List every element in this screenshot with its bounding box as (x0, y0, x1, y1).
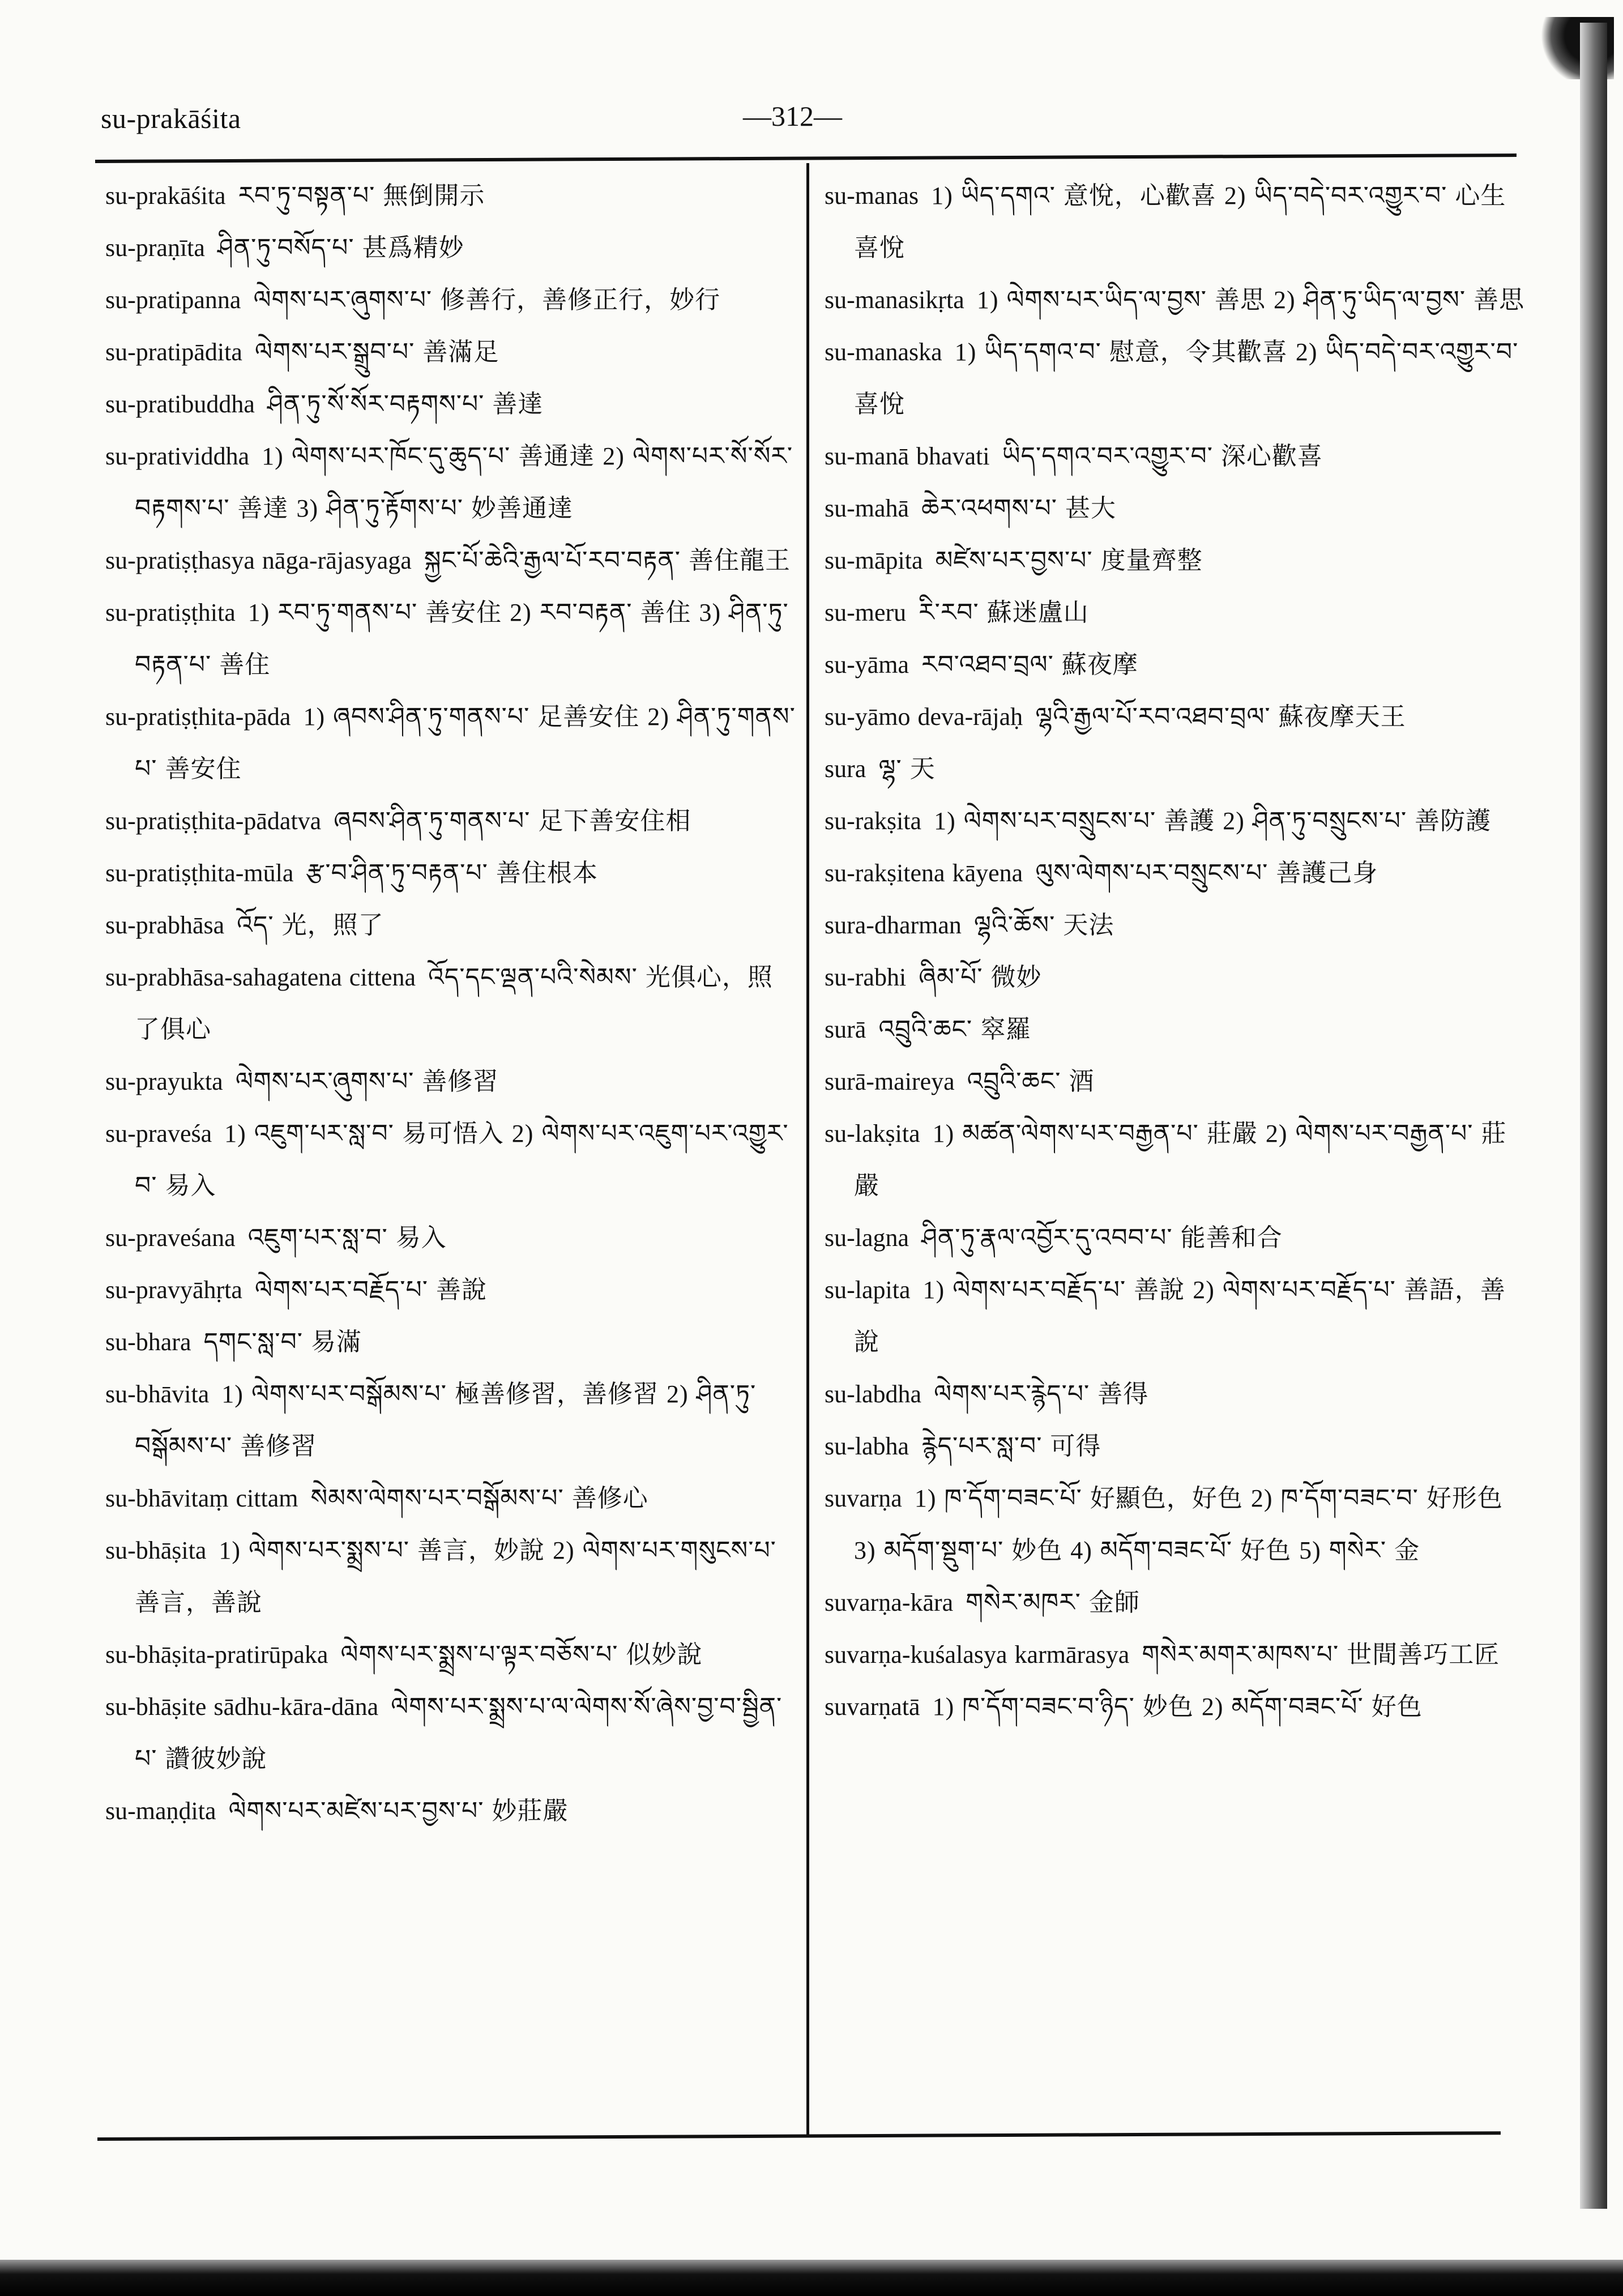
dictionary-entry (105, 326, 796, 378)
entry-term: su-rabhi (825, 963, 907, 991)
dictionary-entry (105, 1108, 796, 1212)
dictionary-entry (825, 1004, 1527, 1056)
entry-gloss: ལེགས་པར་བརྗོད་པ་ 善說 (254, 1276, 487, 1304)
dictionary-entry (825, 170, 1527, 274)
entry-gloss: འཇུག་པར་སླ་བ་ 易入 (247, 1224, 447, 1252)
entry-term: su-prayukta (105, 1068, 223, 1095)
dictionary-entry (825, 535, 1527, 587)
entry-gloss: ལེགས་པར་རྙེད་པ་ 善得 (934, 1380, 1149, 1408)
entry-term: su-bhara (105, 1328, 191, 1356)
entry-gloss: ཤིན་ཏུ་རྣལ་འབྱོར་དུ་འབབ་པ་ 能善和合 (921, 1224, 1283, 1252)
entry-gloss: རྩ་བ་ཤིན་ཏུ་བརྟན་པ་ 善住根本 (306, 859, 598, 887)
dictionary-entry (105, 535, 796, 587)
entry-term: su-manā bhavati (825, 442, 990, 470)
dictionary-entry (105, 795, 796, 847)
entry-gloss: 1) མཚན་ལེགས་པར་བརྒྱན་པ་ 莊嚴 2) ལེགས་པར་བརྒྱན་པ་ 莊嚴 (854, 1120, 1507, 1200)
dictionary-entry (825, 847, 1527, 899)
dictionary-entry (105, 1681, 796, 1785)
dictionary-entry (105, 1264, 796, 1316)
entry-term: su-bhāṣita-pratirūpaka (105, 1641, 328, 1668)
entry-gloss: དགང་སླ་བ་ 易滿 (203, 1328, 362, 1356)
dictionary-entry (105, 1473, 796, 1525)
entry-term: suvarṇa-kāra (825, 1589, 954, 1616)
entry-gloss: ལེགས་པར་སྨྲས་པ་ལྟར་བཅོས་པ་ 似妙說 (340, 1641, 703, 1668)
entry-gloss: མཛེས་པར་བྱས་པ་ 度量齊整 (935, 547, 1203, 574)
entry-gloss: ལུས་ལེགས་པར་བསྲུངས་པ་ 善護己身 (1035, 859, 1378, 887)
dictionary-entry (105, 1785, 796, 1837)
entry-gloss: གསེར་མགར་མཁས་པ་ 世間善巧工匠 (1142, 1641, 1500, 1668)
entry-gloss: ཞིམ་པོ་ 微妙 (919, 963, 1042, 991)
entry-gloss: སྐྱང་པོ་ཆེའི་རྒྱལ་པོ་རབ་བརྟན་ 善住龍王 (424, 547, 791, 574)
entry-gloss: 1) ཡིད་དགའ་ 意悅，心歡喜 2) ཡིད་བདེ་བར་འགྱུར་བ་ 心生喜悅 (854, 182, 1506, 262)
entry-gloss: ཆེར་འཕགས་པ་ 甚大 (921, 494, 1117, 522)
entry-term: su-pratiṣṭhita (105, 599, 236, 626)
entry-gloss: 1) འཇུག་པར་སླ་བ་ 易可悟入 2) ལེགས་པར་འཇུག་པར་འགྱུར་བ་ 易入 (135, 1120, 789, 1200)
dictionary-entry (105, 430, 796, 535)
entry-gloss: ལེགས་པར་ཞུགས་པ་ 修善行，善修正行，妙行 (253, 286, 721, 314)
entry-gloss: 1) ལེགས་པར་བརྗོད་པ་ 善說 2) ལེགས་པར་བརྗོད་པ་ 善語，善說 (854, 1276, 1506, 1356)
entry-term: su-praveśana (105, 1224, 236, 1252)
dictionary-entry (105, 587, 796, 691)
dictionary-entry (105, 691, 796, 795)
entry-term: su-lagna (825, 1224, 909, 1252)
entry-term: su-pratibuddha (105, 390, 255, 418)
entry-term: suvarṇa (825, 1484, 902, 1512)
entry-term: su-yāma (825, 651, 909, 678)
entry-gloss: ལྷ་ 天 (878, 755, 936, 783)
entry-gloss: ལེགས་པར་སྨྲས་པ་ལ་ལེགས་སོ་ཞེས་བྱ་བ་སྦྱིན་པ་ 讚彼妙說 (135, 1693, 783, 1773)
entry-gloss: 1) རབ་ཏུ་གནས་པ་ 善安住 2) རབ་བརྟན་ 善住 3) ཤིན་ཏུ་བརྟན་པ་ 善住 (135, 599, 789, 678)
entry-term: sura-dharman (825, 911, 962, 939)
entry-gloss: འོད་དང་ལྡན་པའི་སེམས་ 光俱心，照了俱心 (135, 963, 773, 1043)
dictionary-entry (825, 691, 1527, 743)
entry-gloss: འབྲུའི་ཆང་ 窣羅 (878, 1015, 1032, 1043)
entry-term: su-māpita (825, 547, 923, 574)
entry-gloss: 1) ལེགས་པར་ཡིད་ལ་བྱས་ 善思 2) ཤིན་ཏུ་ཡིད་ལ་བྱས་ 善思 (976, 286, 1525, 314)
dictionary-entry (105, 899, 796, 951)
dictionary-entry (825, 326, 1527, 430)
dictionary-entry (825, 1212, 1527, 1264)
entry-gloss: གསེར་མཁར་ 金師 (966, 1589, 1140, 1616)
entry-gloss: ཤིན་ཏུ་བསོད་པ་ 甚爲精妙 (217, 234, 464, 262)
dictionary-entry (105, 1525, 796, 1629)
entry-term: su-labha (825, 1432, 909, 1460)
entry-term: su-manas (825, 182, 919, 210)
entry-term: su-lapita (825, 1276, 911, 1304)
dictionary-entry (825, 1108, 1527, 1212)
entry-term: su-pratiṣṭhasya nāga-rājasyaga (105, 547, 412, 574)
dictionary-entry (825, 1264, 1527, 1368)
entry-gloss: ལྷའི་རྒྱལ་པོ་རབ་འཐབ་བྲལ་ 蘇夜摩天王 (1035, 703, 1406, 731)
entry-term: su-maṇḍita (105, 1797, 216, 1825)
entry-gloss: 1) ལེགས་པར་བསྒོམས་པ་ 極善修習，善修習 2) ཤིན་ཏུ་བསྒོམས་པ་ 善修習 (135, 1380, 757, 1460)
entry-term: su-manasikṛta (825, 286, 964, 314)
dictionary-entry (825, 483, 1527, 535)
dictionary-entry (105, 274, 796, 326)
dictionary-entry (825, 795, 1527, 847)
dictionary-entry (105, 1368, 796, 1473)
entry-term: su-bhāṣite sādhu-kāra-dāna (105, 1693, 379, 1721)
entry-gloss: འོད་ 光，照了 (237, 911, 384, 939)
entry-gloss: 1) ལེགས་པར་ཁོང་དུ་ཆུད་པ་ 善通達 2) ལེགས་པར་སོ་སོར་བརྟགས་པ་ 善達 3) ཤིན་ཏུ་རྟོགས་པ་ 妙善通達 (135, 442, 793, 522)
entry-term: su-pratiṣṭhita-pādatva (105, 807, 322, 835)
entry-gloss: རབ་འཐབ་བྲལ་ 蘇夜摩 (921, 651, 1138, 678)
dictionary-entry (825, 1473, 1527, 1577)
entry-gloss: ཤིན་ཏུ་སོ་སོར་བརྟགས་པ་ 善達 (267, 390, 544, 418)
scan-artifact-bottom-edge (0, 2260, 1623, 2296)
top-rule (95, 153, 1517, 163)
entry-term: sura (825, 755, 866, 783)
dictionary-entry (105, 222, 796, 274)
dictionary-entry (825, 430, 1527, 483)
dictionary-entry (825, 639, 1527, 691)
entry-gloss: ཞབས་ཤིན་ཏུ་གནས་པ་ 足下善安住相 (334, 807, 691, 835)
entry-gloss: འབྲུའི་ཆང་ 酒 (967, 1068, 1095, 1095)
dictionary-entry (105, 1212, 796, 1264)
entry-term: su-prakāśita (105, 182, 226, 210)
entry-term: su-manaska (825, 338, 942, 366)
dictionary-entry (825, 899, 1527, 951)
bottom-rule (97, 2131, 1501, 2141)
entry-term: suvarṇatā (825, 1693, 920, 1721)
dictionary-entry (105, 1056, 796, 1108)
entry-term: su-prabhāsa (105, 911, 225, 939)
entry-term: su-labdha (825, 1380, 922, 1408)
entry-term: su-pravyāhṛta (105, 1276, 242, 1304)
right-column (825, 170, 1527, 1733)
dictionary-entry (105, 1316, 796, 1368)
entry-term: su-bhāvita (105, 1380, 210, 1408)
entry-gloss: 1) ཡིད་དགའ་བ་ 慰意，令其歡喜 2) ཡིད་བདེ་བར་འགྱུར་བ་ 喜悅 (854, 338, 1519, 418)
entry-term: su-pratiṣṭhita-mūla (105, 859, 294, 887)
entry-gloss: ལེགས་པར་སྒྲུབ་པ་ 善滿足 (254, 338, 499, 366)
entry-term: su-pratividdha (105, 442, 250, 470)
dictionary-entry (825, 743, 1527, 795)
column-divider (806, 163, 809, 2135)
entry-gloss: ལེགས་པར་མཛེས་པར་བྱས་པ་ 妙莊嚴 (228, 1797, 569, 1825)
dictionary-entry (825, 1420, 1527, 1473)
dictionary-entry (825, 1056, 1527, 1108)
entry-term: su-pratipanna (105, 286, 241, 314)
running-head: su-prakāśita (101, 103, 241, 134)
entry-gloss: སེམས་ལེགས་པར་བསྒོམས་པ་ 善修心 (310, 1484, 648, 1512)
entry-gloss: 1) ཁ་དོག་བཟང་བ་ཉིད་ 妙色 2) མདོག་བཟང་པོ་ 好色 (932, 1693, 1423, 1721)
dictionary-entry (825, 274, 1527, 326)
entry-gloss: ལེགས་པར་ཞུགས་པ་ 善修習 (235, 1068, 499, 1095)
dictionary-entry (825, 1577, 1527, 1629)
entry-gloss: རབ་ཏུ་བསྟན་པ་ 無倒開示 (238, 182, 485, 210)
dictionary-entry (825, 1681, 1527, 1733)
entry-term: su-pratiṣṭhita-pāda (105, 703, 291, 731)
entry-term: suvarṇa-kuśalasya karmārasya (825, 1641, 1130, 1668)
dictionary-entry (825, 587, 1527, 639)
entry-term: surā-maireya (825, 1068, 955, 1095)
dictionary-entry (105, 1629, 796, 1681)
entry-gloss: 1) ཞབས་ཤིན་ཏུ་གནས་པ་ 足善安住 2) ཤིན་ཏུ་གནས་པ་ 善安住 (135, 703, 796, 783)
entry-term: su-praveśa (105, 1120, 212, 1147)
dictionary-entry (105, 847, 796, 899)
entry-term: su-prabhāsa-sahagatena cittena (105, 963, 416, 991)
entry-term: su-praṇīta (105, 234, 205, 262)
entry-gloss: རི་རབ་ 蘇迷盧山 (919, 599, 1089, 626)
entry-gloss: རྙེད་པར་སླ་བ་ 可得 (921, 1432, 1101, 1460)
entry-gloss: ལྷའི་ཆོས་ 天法 (973, 911, 1114, 939)
entry-term: su-bhāṣita (105, 1537, 207, 1564)
entry-term: su-yāmo deva-rājaḥ (825, 703, 1023, 731)
entry-term: su-meru (825, 599, 907, 626)
dictionary-entry (105, 951, 796, 1056)
entry-term: su-rakṣitena kāyena (825, 859, 1023, 887)
entry-term: surā (825, 1015, 866, 1043)
dictionary-entry (105, 170, 796, 222)
entry-gloss: ཡིད་དགའ་བར་འགྱུར་བ་ 深心歡喜 (1002, 442, 1323, 470)
dictionary-entry (825, 1629, 1527, 1681)
left-column (105, 170, 796, 1837)
entry-term: su-bhāvitaṃ cittam (105, 1484, 298, 1512)
entry-gloss: 1) ལེགས་པར་བསྲུངས་པ་ 善護 2) ཤིན་ཏུ་བསྲུངས་པ་ 善防護 (934, 807, 1492, 835)
entry-term: su-lakṣita (825, 1120, 920, 1147)
entry-term: su-mahā (825, 494, 909, 522)
dictionary-entry (105, 378, 796, 430)
entry-term: su-rakṣita (825, 807, 922, 835)
entry-gloss: 1) ཁ་དོག་བཟང་པོ་ 好顯色，好色 2) ཁ་དོག་བཟང་བ་ 好形色 3) མདོག་སྡུག་པ་ 妙色 4) མདོག་བཟང་པོ་ 好色 5) གསེར་ 金 (854, 1484, 1503, 1564)
dictionary-entry (825, 1368, 1527, 1420)
entry-term: su-pratipādita (105, 338, 242, 366)
entry-gloss: 1) ལེགས་པར་སྨྲས་པ་ 善言，妙說 2) ལེགས་པར་གསུངས་པ་ 善言，善說 (135, 1537, 776, 1616)
dictionary-entry (825, 951, 1527, 1004)
scan-artifact-right-edge (1580, 23, 1607, 2209)
page-number: —312— (743, 100, 842, 132)
